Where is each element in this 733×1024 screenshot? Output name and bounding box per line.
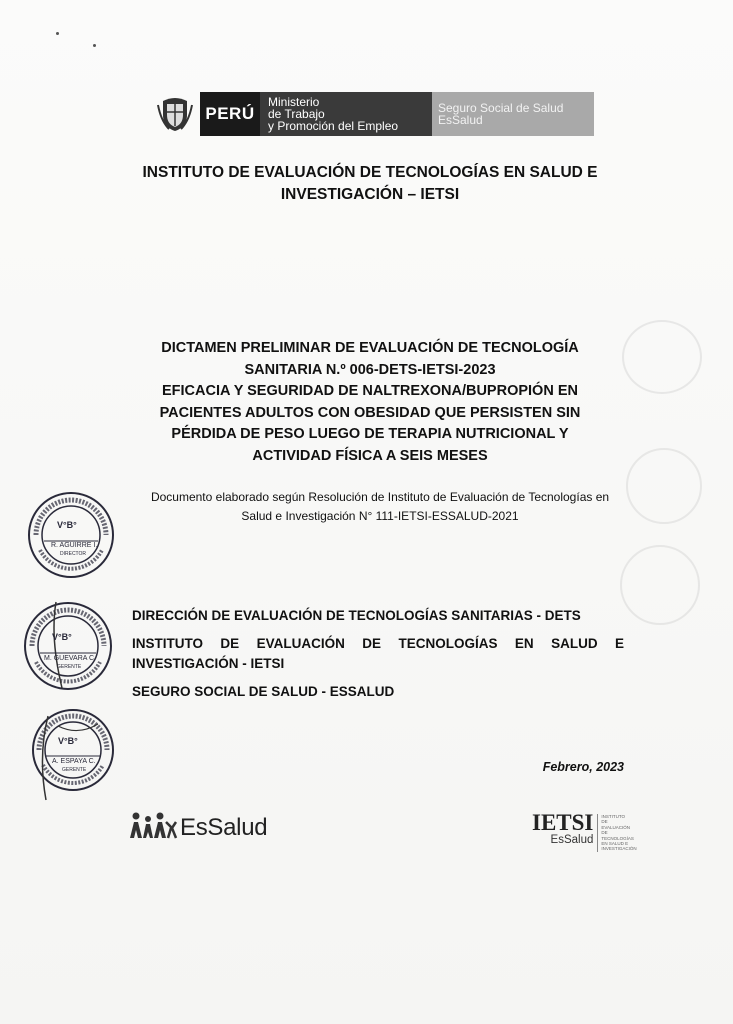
institute-title-line: INVESTIGACIÓN – IETSI bbox=[280, 186, 460, 203]
faint-seal-mark bbox=[620, 545, 700, 625]
institute-title bbox=[110, 162, 630, 206]
stamp-role: DIRECTOR bbox=[60, 551, 87, 557]
faint-seal-mark bbox=[622, 320, 702, 394]
family-figures-icon bbox=[128, 810, 180, 845]
organizations-block bbox=[132, 606, 624, 702]
stamp-name: M. GUEVARA C. bbox=[44, 655, 96, 662]
stamp-name: R. AGUIRRE I. bbox=[51, 542, 98, 549]
stamp-vb: V°B° bbox=[52, 632, 72, 642]
stamp-vb: V°B° bbox=[57, 520, 77, 530]
org-ietsi-line: INVESTIGACIÓN - IETSI bbox=[132, 656, 285, 671]
org-essalud: SEGURO SOCIAL DE SALUD - ESSALUD bbox=[132, 684, 395, 699]
institute-title-line: INSTITUTO DE EVALUACIÓN DE TECNOLOGÍAS EN SALUD E bbox=[142, 164, 598, 181]
scan-speck bbox=[93, 44, 96, 47]
document-note bbox=[110, 488, 650, 526]
essalud-logo bbox=[128, 810, 267, 845]
ministry-line: de Trabajo bbox=[268, 107, 325, 121]
ietsi-side-text: INSTITUTO DE EVALUACIÓN DE TECNOLOGÍAS EN SALUD E INVESTIGACIÓN bbox=[597, 814, 631, 852]
ministry-block bbox=[260, 92, 432, 136]
ministry-line: Ministerio bbox=[268, 95, 320, 109]
stamp-vb: V°B° bbox=[58, 736, 78, 746]
government-logo-bar bbox=[150, 92, 594, 136]
ietsi-logo-sub: EsSalud bbox=[550, 834, 594, 846]
ietsi-logo bbox=[532, 810, 637, 852]
dictamen-line: SANITARIA N.º 006-DETS-IETSI-2023 bbox=[244, 361, 496, 378]
org-ietsi-line: INSTITUTO DE EVALUACIÓN DE TECNOLOGÍAS EN SALUD E bbox=[132, 636, 624, 651]
approval-stamp-director bbox=[26, 490, 116, 585]
essalud-header-block bbox=[432, 92, 594, 136]
dictamen-line: ACTIVIDAD FÍSICA A SEIS MESES bbox=[252, 447, 488, 464]
essalud-header-line: Seguro Social de Salud bbox=[438, 101, 564, 115]
ietsi-wordmark bbox=[532, 812, 593, 846]
document-note-line: Salud e Investigación N° 111-IETSI-ESSALUD-2021 bbox=[241, 509, 519, 523]
stamp-role: GERENTE bbox=[62, 767, 87, 773]
ietsi-logo-word: IETSI bbox=[532, 810, 594, 835]
ministry-line: y Promoción del Empleo bbox=[268, 119, 399, 133]
peru-coat-of-arms-icon bbox=[150, 92, 200, 136]
approval-stamp-gerente-dets bbox=[20, 598, 116, 699]
document-date: Febrero, 2023 bbox=[542, 760, 624, 774]
dictamen-line: EFICACIA Y SEGURIDAD DE NALTREXONA/BUPROPIÓN EN bbox=[162, 383, 578, 399]
stamp-role: GERENTE bbox=[57, 664, 82, 670]
peru-label: PERÚ bbox=[200, 92, 260, 136]
dictamen-title bbox=[120, 338, 620, 467]
essalud-logo-text: EsSalud bbox=[180, 813, 268, 841]
scan-speck bbox=[56, 32, 59, 35]
dictamen-line: DICTAMEN PRELIMINAR DE EVALUACIÓN DE TECNOLOGÍA bbox=[161, 340, 579, 356]
stamp-name: A. ESPAYA C. bbox=[52, 758, 96, 765]
approval-stamp-gerente-ietsi bbox=[28, 706, 118, 807]
document-note-line: Documento elaborado según Resolución de Instituto de Evaluación de Tecnologías en bbox=[150, 490, 610, 504]
org-dets: DIRECCIÓN DE EVALUACIÓN DE TECNOLOGÍAS SANITARIAS - DETS bbox=[132, 608, 581, 623]
dictamen-line: PACIENTES ADULTOS CON OBESIDAD QUE PERSISTEN SIN bbox=[159, 404, 581, 421]
dictamen-line: PÉRDIDA DE PESO LUEGO DE TERAPIA NUTRICIONAL Y bbox=[171, 426, 569, 442]
essalud-header-line: EsSalud bbox=[438, 113, 483, 127]
